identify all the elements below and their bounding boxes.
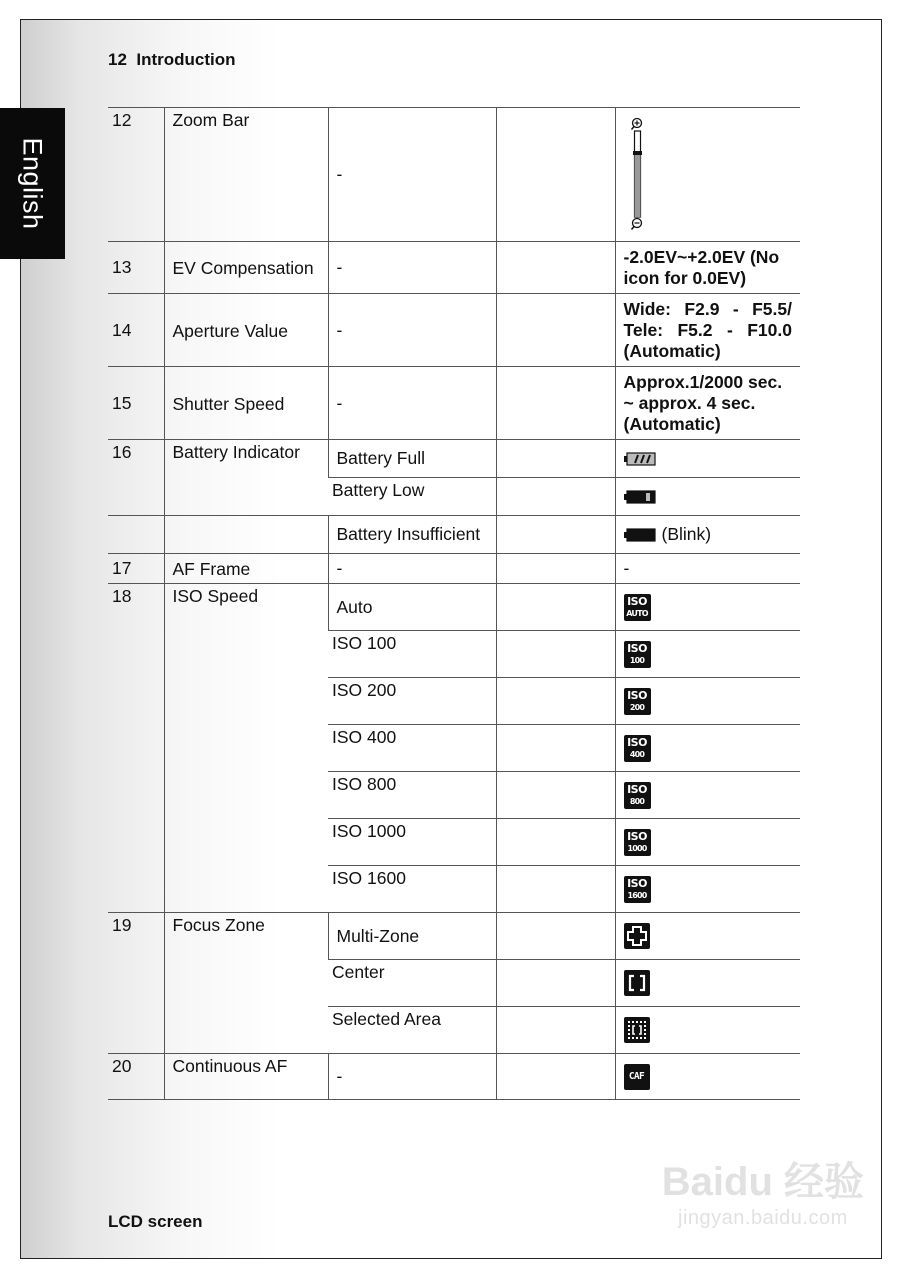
row-blank — [496, 1054, 615, 1100]
table-row — [108, 367, 800, 440]
row-icon — [615, 584, 800, 631]
row-icon — [615, 478, 800, 516]
row-number: 18 — [108, 584, 164, 913]
row-icon — [615, 772, 800, 819]
row-blank — [496, 678, 615, 725]
row-value: Wide: F2.9 - F5.5/ Tele: F5.2 - F10.0 (Automatic) — [615, 294, 800, 367]
row-number-empty — [108, 516, 164, 554]
row-sub: Selected Area — [328, 1007, 496, 1054]
iso-400-icon: ISO 400 — [624, 735, 651, 762]
row-blank — [496, 440, 615, 478]
row-blank — [496, 631, 615, 678]
row-number: 16 — [108, 440, 164, 516]
iso-1600-icon: ISO 1600 — [624, 876, 651, 903]
row-sub: ISO 100 — [328, 631, 496, 678]
row-blank — [496, 819, 615, 866]
row-sub: ISO 1000 — [328, 819, 496, 866]
row-blank — [496, 108, 615, 242]
row-sub: - — [328, 242, 496, 294]
row-icon — [615, 725, 800, 772]
iso-200-icon: ISO 200 — [624, 688, 651, 715]
battery-full-icon — [624, 452, 656, 466]
table-row — [108, 913, 800, 960]
row-value: - — [615, 554, 800, 584]
row-sub: - — [328, 367, 496, 440]
multi-zone-focus-icon — [624, 923, 650, 949]
row-sub: ISO 400 — [328, 725, 496, 772]
row-blank — [496, 913, 615, 960]
table-row — [108, 516, 800, 554]
row-blank — [496, 554, 615, 584]
iso-auto-icon: ISO AUTO — [624, 594, 651, 621]
row-icon — [615, 1007, 800, 1054]
row-icon — [615, 678, 800, 725]
language-tab-label: English — [18, 137, 48, 230]
table-row — [108, 440, 800, 478]
row-icon — [615, 866, 800, 913]
row-sub: ISO 800 — [328, 772, 496, 819]
row-number: 12 — [108, 108, 164, 242]
center-focus-icon — [624, 970, 650, 996]
table-row — [108, 584, 800, 631]
battery-low-icon — [624, 490, 656, 504]
zoom-bar-icon — [626, 117, 650, 233]
page-header: 12 Introduction — [108, 50, 236, 69]
watermark — [662, 1150, 864, 1230]
row-icon — [615, 960, 800, 1007]
row-icon — [615, 516, 800, 554]
table-row — [108, 554, 800, 584]
row-value: -2.0EV~+2.0EV (No icon for 0.0EV) — [615, 242, 800, 294]
row-name: Focus Zone — [164, 913, 328, 1054]
row-name: ISO Speed — [164, 584, 328, 913]
iso-800-icon: ISO 800 — [624, 782, 651, 809]
row-blank — [496, 1007, 615, 1054]
row-blank — [496, 866, 615, 913]
row-sub: - — [328, 108, 496, 242]
row-sub: Battery Full — [328, 440, 496, 478]
row-name: Continuous AF — [164, 1054, 328, 1100]
battery-insufficient-icon — [624, 528, 656, 542]
row-sub: Battery Low — [328, 478, 496, 516]
row-icon — [615, 108, 800, 242]
row-sub: Multi-Zone — [328, 913, 496, 960]
lcd-icon-table — [108, 107, 800, 1100]
row-value: Approx.1/2000 sec. ~ approx. 4 sec. (Automatic) — [615, 367, 800, 440]
row-sub: - — [328, 554, 496, 584]
row-blank — [496, 584, 615, 631]
row-name: Zoom Bar — [164, 108, 328, 242]
row-sub: ISO 1600 — [328, 866, 496, 913]
row-blank — [496, 367, 615, 440]
row-name: Battery Indicator — [164, 440, 328, 516]
row-number: 20 — [108, 1054, 164, 1100]
row-number: 19 — [108, 913, 164, 1054]
table-row — [108, 294, 800, 367]
selected-area-focus-icon — [624, 1017, 650, 1043]
row-sub: Center — [328, 960, 496, 1007]
row-icon — [615, 631, 800, 678]
row-blank — [496, 294, 615, 367]
page-footer: LCD screen — [108, 1212, 203, 1231]
row-name: AF Frame — [164, 554, 328, 584]
blink-label: (Blink) — [661, 524, 712, 544]
watermark-url: jingyan.baidu.com — [678, 1207, 848, 1229]
row-name: Shutter Speed — [164, 367, 328, 440]
row-sub: ISO 200 — [328, 678, 496, 725]
table-row — [108, 1054, 800, 1100]
row-icon — [615, 1054, 800, 1100]
row-blank — [496, 478, 615, 516]
table-row — [108, 108, 800, 242]
row-number: 14 — [108, 294, 164, 367]
row-blank — [496, 772, 615, 819]
row-name-empty — [164, 516, 328, 554]
row-icon — [615, 440, 800, 478]
row-blank — [496, 960, 615, 1007]
row-icon — [615, 819, 800, 866]
row-number: 17 — [108, 554, 164, 584]
row-icon — [615, 913, 800, 960]
iso-100-icon: ISO 100 — [624, 641, 651, 668]
row-number: 13 — [108, 242, 164, 294]
row-number: 15 — [108, 367, 164, 440]
row-blank — [496, 725, 615, 772]
iso-1000-icon: ISO 1000 — [624, 829, 651, 856]
language-tab — [0, 108, 65, 259]
row-blank — [496, 242, 615, 294]
row-sub: Auto — [328, 584, 496, 631]
row-sub: - — [328, 294, 496, 367]
row-sub: Battery Insufficient — [328, 516, 496, 554]
table-row — [108, 242, 800, 294]
row-sub: - — [328, 1054, 496, 1100]
row-blank — [496, 516, 615, 554]
row-name: EV Compensation — [164, 242, 328, 294]
row-name: Aperture Value — [164, 294, 328, 367]
continuous-af-icon: CAF — [624, 1064, 650, 1090]
watermark-brand: Baidu 经验 — [661, 1160, 864, 1204]
